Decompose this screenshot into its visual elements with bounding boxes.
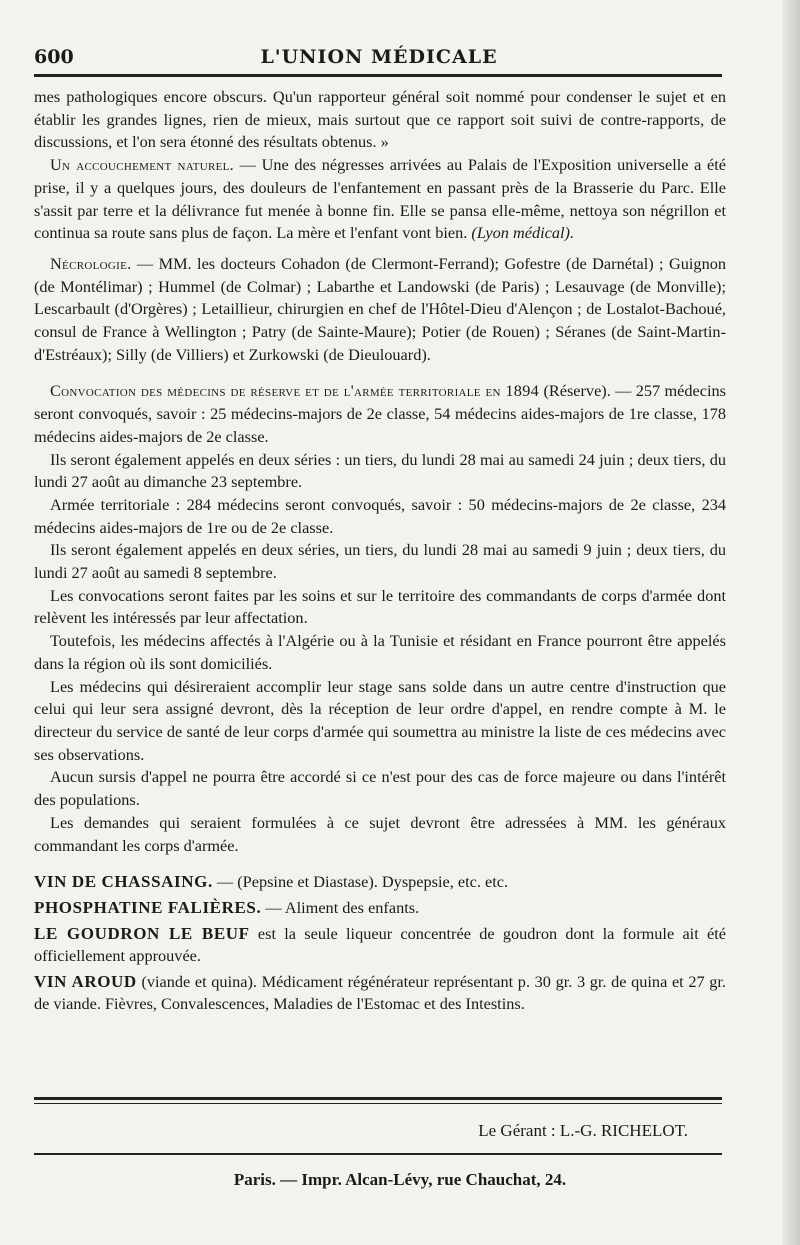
paragraph-necrologie: [34, 253, 726, 367]
article-body: [34, 86, 726, 1015]
running-title: L'UNION MÉDICALE: [260, 46, 498, 68]
paragraph-territoriale: Armée territoriale : 284 médecins seront convoqués, savoir : 50 médecins-majors de 2e classe, 234 médecins aides-majors de 1re ou de 2e classe.: [34, 494, 726, 537]
ad-product-name: VIN AROUD: [34, 972, 137, 992]
gerant-signature: Le Gérant : L.-G. RICHELOT.: [478, 1121, 688, 1140]
paragraph-series-reserve: Ils seront également appelés en deux séries : un tiers, du lundi 28 mai au samedi 24 juin ; deux tiers, du lundi 27 août au dimanche 23 septembre.: [34, 449, 726, 492]
paragraph-convocations: Les convocations seront faites par les soins et sur le territoire des commandants de corps d'armée dont relèvent les intéressés par leur affectation.: [34, 585, 726, 628]
advertisements: [34, 871, 726, 1015]
ad-product-name: VIN DE CHASSAING.: [34, 872, 213, 892]
header-rule: [34, 74, 722, 77]
ad-aroud: [34, 971, 726, 1015]
paragraph-algerie: Toutefois, les médecins affectés à l'Algérie ou à la Tunisie et résidant en France pourront être appelés dans la région où ils sont domiciliés.: [34, 631, 726, 673]
ad-product-name: LE GOUDRON LE BEUF: [34, 924, 250, 944]
paragraph-text: (Réserve). — 257 médecins seront convoqués, savoir : 25 médecins-majors de 2e classe, 54 médecins aides-majors de 1re classe, 178 médecins aides-majors de 2e classe.: [34, 381, 726, 446]
section-lead: Nécrologie.: [50, 253, 132, 273]
paragraph-stage: Les médecins qui désireraient accomplir leur stage sans solde dans un autre centre d'instruction que celui qui leur sera assigné devront, dès la réception de leur ordre d'appel, en rendre compte à M. le directeur du service de santé de leur corps d'armée qui soumettra au ministre la liste de ces médecins avec ses observations.: [34, 676, 726, 764]
paragraph-text: mes pathologiques encore obscurs. Qu'un rapporteur général soit nommé pour condenser le sujet et en établir les grandes lignes, rien de mieux, mais surtout que ce rapport soit suivi de contre-rapports, de discussions, et l'on sera étonné des résultats obtenus. »: [34, 87, 726, 152]
ad-product-name: PHOSPHATINE FALIÈRES.: [34, 898, 262, 918]
paragraph-accouchement: [34, 154, 726, 245]
source-citation: (Lyon médical).: [471, 223, 575, 243]
paragraph-convocation: [34, 380, 726, 448]
ad-goudron: [34, 923, 726, 967]
ad-chassaing: [34, 871, 726, 893]
page-edge-shadow: [782, 0, 800, 1245]
ad-text: — Aliment des enfants.: [261, 898, 420, 918]
footer-rule: [34, 1097, 722, 1100]
paragraph-text: — Une des négresses arrivées au Palais de l'Exposition universelle a été prise, il y a quelques jours, des douleurs de l'enfantement en passant près de la Brasserie du Parc. Elle s'assit par terre et la délivrance fut menée à bonne fin. Elle se pansa elle-même, nettoya son négrillon et continua sa route sans plus de façon. La mère et l'enfant vont bien.: [34, 155, 726, 243]
section-lead: Un accouchement naturel.: [50, 155, 235, 175]
footer-rule: [34, 1153, 722, 1155]
page-header: [34, 40, 724, 74]
paragraph-text: — MM. les docteurs Cohadon (de Clermont-Ferrand); Gofestre (de Darnétal) ; Guignon (de Montélimar) ; Hummel (de Colmar) ; Labarthe et Landowski (de Paris) ; Lesauvage (de Monville); Lescarbault (d'Orgères) ; Letaillieur, chirurgien en chef de l'Hôtel-Dieu d'Alençon ; de Lostalot-Bachoué, consul de France à Wellington ; Patry (de Sainte-Maure); Potier (de Rouen) ; Séranes (de Saint-Martin-d'Estréaux); Silly (de Villiers) et Zurkowski (de Dieulouard).: [34, 253, 726, 364]
footer-rule: [34, 1103, 722, 1104]
ad-text: — (Pepsine et Diastase). Dyspepsie, etc. etc.: [212, 872, 509, 892]
paragraph-demandes: Les demandes qui seraient formulées à ce sujet devront être adressées à MM. les généraux commandant les corps d'armée.: [34, 812, 726, 855]
paragraph-series-territoriale: Ils seront également appelés en deux séries, un tiers, du lundi 28 mai au samedi 9 juin ; deux tiers, du lundi 27 août au samedi 8 septembre.: [34, 540, 726, 583]
ad-phosphatine: [34, 897, 726, 919]
ad-text: est la seule liqueur concentrée de goudron dont la formule ait été officiellement approuvée.: [34, 924, 726, 966]
paragraph-rapport: [34, 86, 726, 154]
section-lead: Convocation des médecins de réserve et de l'armée territoriale en 1894: [50, 381, 540, 401]
ad-text: (viande et quina). Médicament régénérateur représentant p. 30 gr. 3 gr. de quina et 27 gr. de viande. Fièvres, Convalescences, Maladies de l'Estomac et des Intestins.: [34, 972, 726, 1014]
printer-imprint: Paris. — Impr. Alcan-Lévy, rue Chauchat, 24.: [233, 1170, 567, 1189]
paragraph-sursis: Aucun sursis d'appel ne pourra être accordé si ce n'est pour des cas de force majeure ou dans l'intérêt des populations.: [34, 767, 726, 810]
page-number: 600: [34, 46, 74, 68]
